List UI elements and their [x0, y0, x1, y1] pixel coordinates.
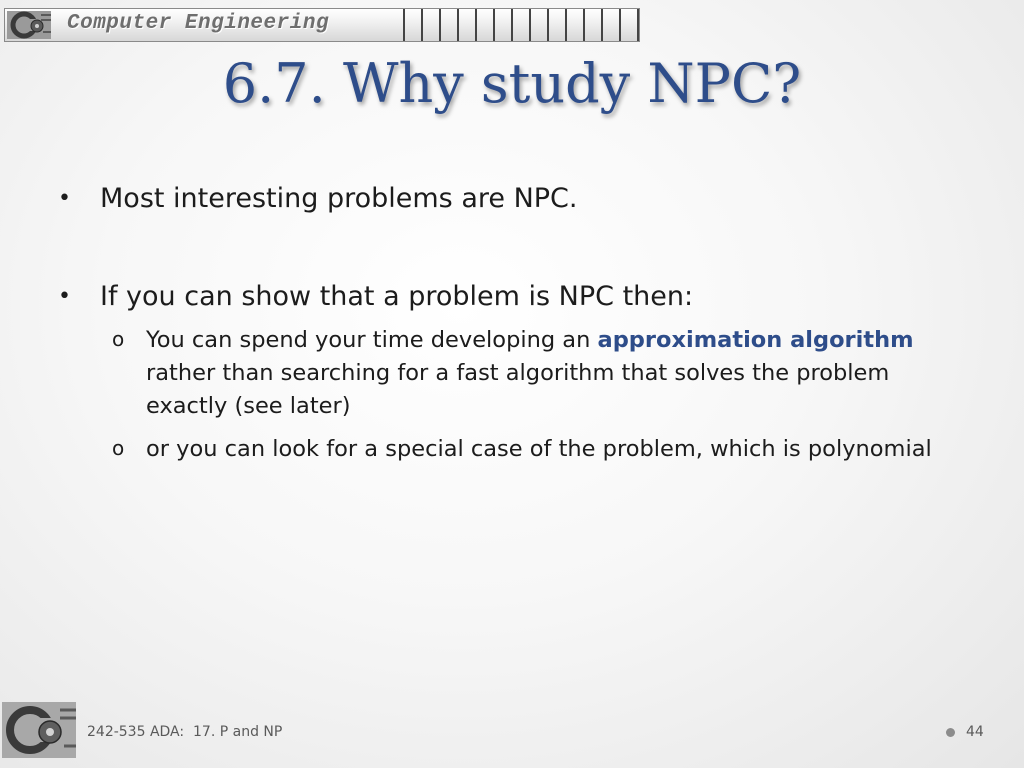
slide-title: 6.7. Why study NPC?	[222, 52, 802, 115]
sub-bullet-text: or you can look for a special case of the problem, which is polynomial	[146, 436, 932, 462]
sub-bullet-item	[112, 433, 966, 466]
sub-bullet-text-after: rather than searching for a fast algorithm that solves the problem exactly (see later)	[146, 360, 890, 419]
footer-logo-icon	[2, 702, 76, 758]
bullet-text: Most interesting problems are NPC.	[100, 183, 578, 214]
page-number: 44	[966, 724, 984, 740]
footer-course-label: 242-535 ADA: 17. P and NP	[87, 724, 283, 740]
sub-bullet-text-before: You can spend your time developing an	[146, 327, 598, 353]
banner-stripes	[383, 9, 641, 41]
bullet-mark: •	[58, 284, 71, 309]
footer-dot-icon	[946, 728, 955, 737]
gear-c-logo-icon	[7, 11, 51, 39]
banner-title: Computer Engineering	[67, 12, 330, 35]
highlight-term: approximation algorithm	[597, 327, 914, 353]
sub-bullet-mark: o	[112, 436, 125, 460]
bullet-item	[58, 183, 970, 215]
bullet-item	[58, 281, 970, 313]
bullet-text: If you can show that a problem is NPC then:	[100, 281, 694, 312]
sub-bullet-mark: o	[112, 327, 125, 351]
header-banner	[4, 8, 640, 42]
bullet-mark: •	[58, 186, 71, 211]
sub-bullet-item	[112, 324, 966, 423]
